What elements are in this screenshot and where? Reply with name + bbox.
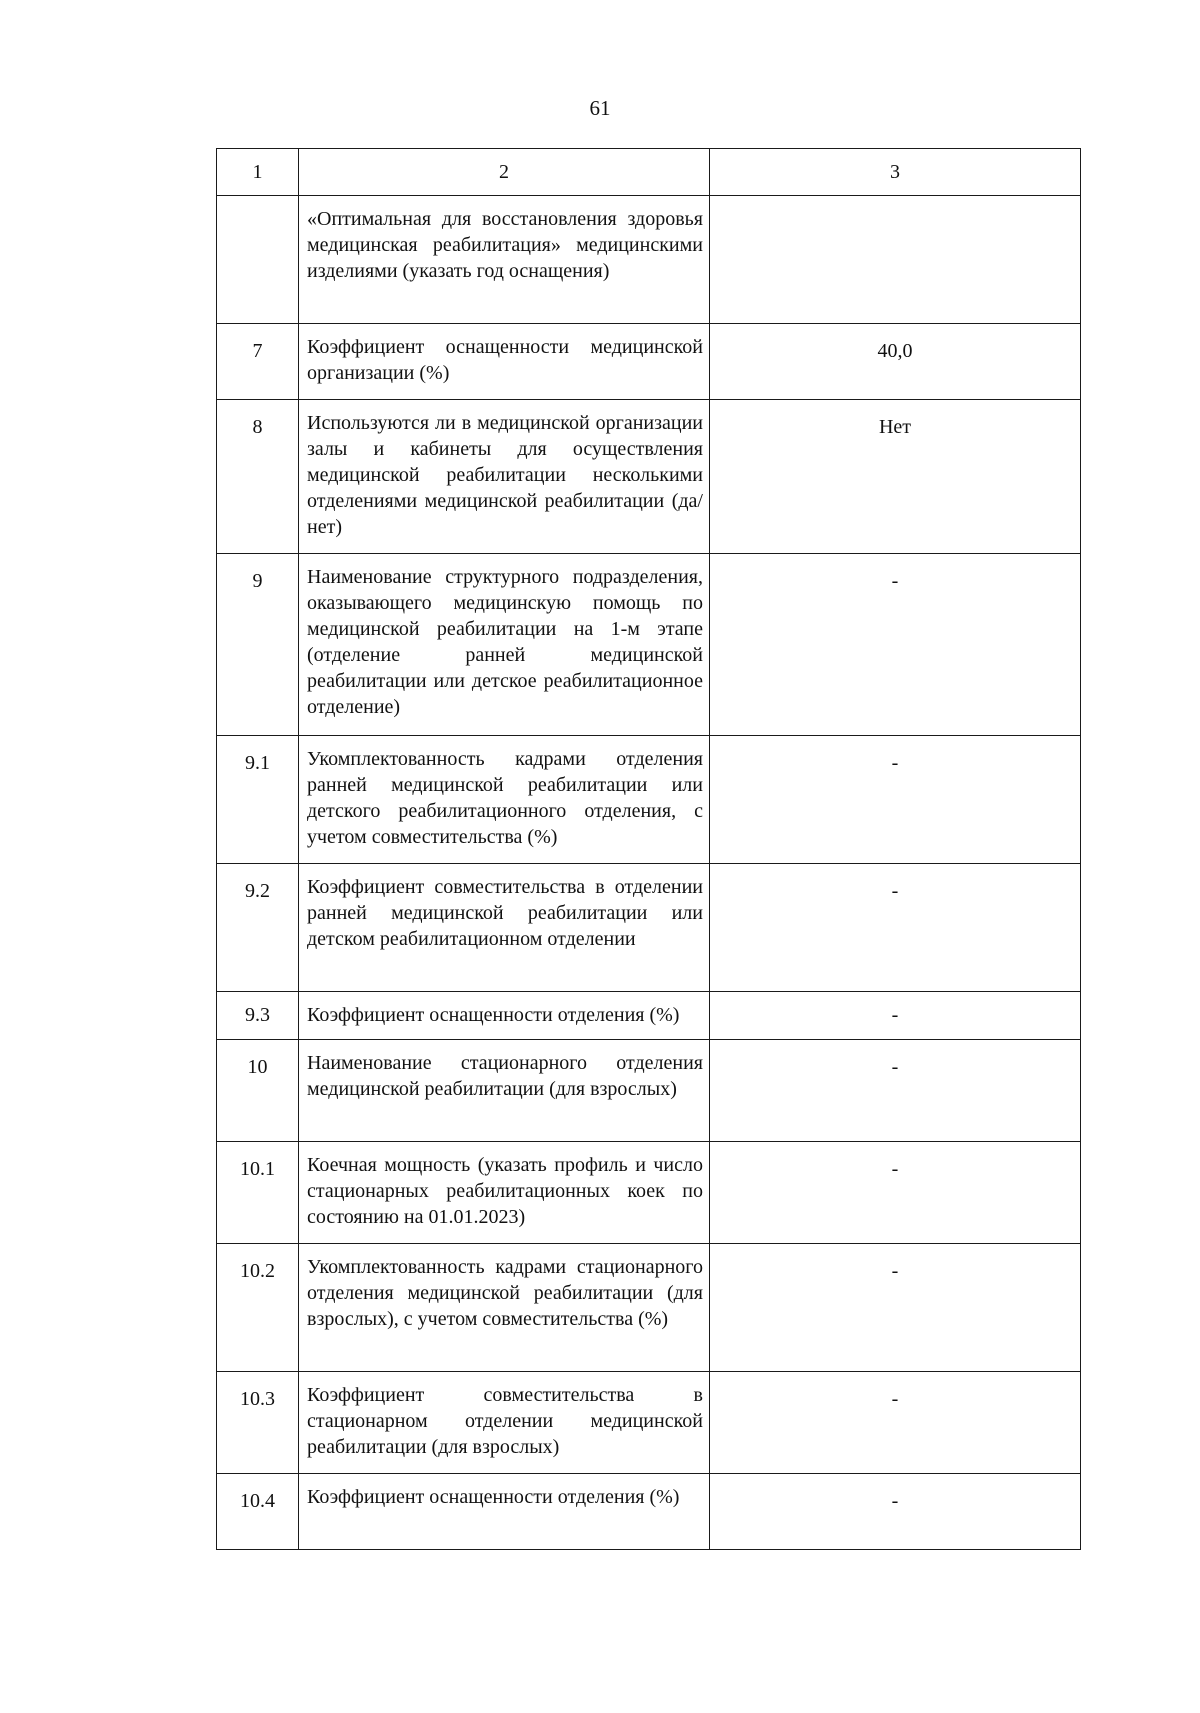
row-number: 10.2 [217, 1244, 299, 1372]
row-name: Коэффициент оснащенности отделения (%) [299, 1474, 710, 1550]
row-value: - [710, 864, 1081, 992]
row-name: Наименование структурного подразделения, оказывающего медицинскую помощь по медицинской реабилитации на 1-м этапе (отделение ранней медицинской реабилитации или детское реабилитационное отделение) [299, 554, 710, 736]
table-row [217, 736, 1081, 864]
page-number: 61 [589, 96, 611, 120]
row-name: Коэффициент совместительства в стационарном отделении медицинской реабилитации (для взрослых) [299, 1372, 710, 1474]
row-value: - [710, 554, 1081, 736]
row-value: - [710, 1244, 1081, 1372]
row-value: - [710, 992, 1081, 1040]
row-value [710, 196, 1081, 324]
row-value: 40,0 [710, 324, 1081, 400]
row-value: Нет [710, 400, 1081, 554]
row-number: 10.4 [217, 1474, 299, 1550]
row-number: 9.2 [217, 864, 299, 992]
row-number: 9.1 [217, 736, 299, 864]
row-name: Укомплектованность кадрами стационарного отделения медицинской реабилитации (для взрослых), с учетом совместительства (%) [299, 1244, 710, 1372]
header-col-3: 3 [710, 149, 1081, 196]
header-col-2: 2 [299, 149, 710, 196]
row-number: 9 [217, 554, 299, 736]
table-row [217, 196, 1081, 324]
row-number: 9.3 [217, 992, 299, 1040]
row-name: Наименование стационарного отделения медицинской реабилитации (для взрослых) [299, 1040, 710, 1142]
row-number [217, 196, 299, 324]
row-value: - [710, 736, 1081, 864]
row-name: Коэффициент оснащенности отделения (%) [299, 992, 710, 1040]
table-row [217, 1040, 1081, 1142]
row-name: Укомплектованность кадрами отделения ранней медицинской реабилитации или детского реабилитационного отделения, с учетом совместительства (%) [299, 736, 710, 864]
table-row [217, 1474, 1081, 1550]
row-name: Коечная мощность (указать профиль и число стационарных реабилитационных коек по состоянию на 01.01.2023) [299, 1142, 710, 1244]
table-row [217, 1244, 1081, 1372]
table-row [217, 1142, 1081, 1244]
table-row [217, 324, 1081, 400]
row-value: - [710, 1142, 1081, 1244]
row-number: 10.1 [217, 1142, 299, 1244]
row-number: 10.3 [217, 1372, 299, 1474]
table-row [217, 400, 1081, 554]
table-row [217, 864, 1081, 992]
row-name: Используются ли в медицинской организации залы и кабинеты для осуществления медицинской реабилитации несколькими отделениями медицинской реабилитации (да/нет) [299, 400, 710, 554]
row-number: 10 [217, 1040, 299, 1142]
row-number: 7 [217, 324, 299, 400]
row-number: 8 [217, 400, 299, 554]
header-col-1: 1 [217, 149, 299, 196]
row-name: Коэффициент совместительства в отделении ранней медицинской реабилитации или детском реабилитационном отделении [299, 864, 710, 992]
row-value: - [710, 1372, 1081, 1474]
table-row [217, 554, 1081, 736]
row-value: - [710, 1040, 1081, 1142]
data-table [216, 148, 1081, 1550]
table-row [217, 1372, 1081, 1474]
table-header-row [217, 149, 1081, 196]
table-row [217, 992, 1081, 1040]
row-name: «Оптимальная для восстановления здоровья медицинская реабилитация» медицинскими изделиями (указать год оснащения) [299, 196, 710, 324]
row-value: - [710, 1474, 1081, 1550]
row-name: Коэффициент оснащенности медицинской организации (%) [299, 324, 710, 400]
